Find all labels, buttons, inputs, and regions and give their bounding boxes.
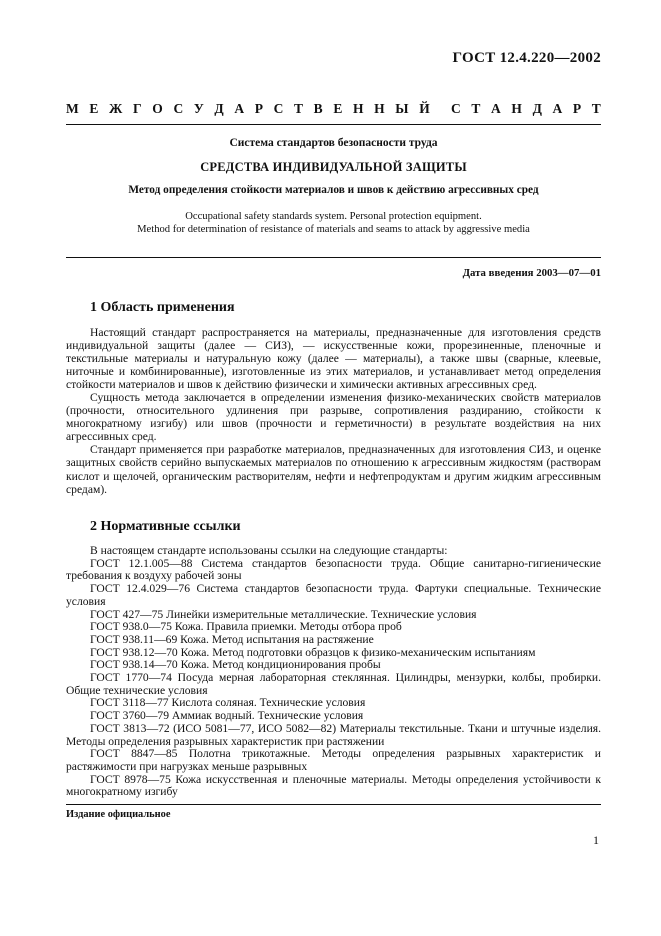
method-title: Метод определения стойкости материалов и швов к действию агрессивных сред: [128, 184, 539, 196]
section-1-title: 1 Область применения: [90, 300, 235, 315]
heading-letter: Й: [419, 101, 430, 116]
english-title-line-2: Method for determination of resistance of materials and seams to attack by aggressive media: [137, 224, 530, 235]
heading-letter: Ы: [395, 101, 409, 116]
paragraph: Настоящий стандарт распространяется на материалы, предназначенные для изготовления средств индивидуальной защиты (далее — СИЗ), — искусственные кожи, прорезиненные, пленочные и текстильные материалы и натуральную кожу (далее — материалы), а также швы (сварные, клеевые, ниточные и комбинированные), изготовленные из этих материалов, и устанавливает метод определения стойкости материалов и швов к действию физически и химически активных агрессивных сред.: [66, 326, 601, 392]
heading-letter: О: [152, 101, 163, 116]
heading-letter: Ж: [109, 101, 123, 116]
heading-letter: А: [491, 101, 501, 116]
heading-letter: С: [450, 101, 461, 116]
heading-letter: Н: [374, 101, 385, 116]
heading-letter: Е: [89, 101, 99, 116]
system-title: Система стандартов безопасности труда: [229, 137, 438, 149]
heading-letter: Е: [333, 101, 343, 116]
reference-item: ГОСТ 12.4.029—76 Система стандартов безопасности труда. Фартуки специальные. Технические условия: [66, 582, 601, 608]
heading-letter: А: [234, 101, 245, 116]
reference-item: ГОСТ 938.11—69 Кожа. Метод испытания на растяжение: [90, 632, 374, 646]
heading-letter: У: [193, 101, 204, 116]
reference-item: ГОСТ 938.12—70 Кожа. Метод подготовки образцов к физико-механическим испытаниям: [90, 645, 536, 659]
paragraph: Стандарт применяется при разработке материалов, предназначенных для изготовления СИЗ, и оценке защитных свойств серийно выпускаемых материалов по отношению к агрессивным жидкостям (растворам кислот и щелочей, органическим растворителям, нефти и нефтепродуктам и другим жидким агрессивным средам).: [66, 443, 601, 496]
main-title: СРЕДСТВА ИНДИВИДУАЛЬНОЙ ЗАЩИТЫ: [200, 160, 467, 174]
footer-rule: [66, 804, 601, 805]
reference-item: ГОСТ 3760—79 Аммиак водный. Технические условия: [90, 709, 364, 723]
title-rule: [66, 257, 601, 258]
reference-item: ГОСТ 1770—74 Посуда мерная лабораторная стеклянная. Цилиндры, мензурки, колбы, пробирки. Общие технические условия: [66, 671, 601, 697]
gost-number: ГОСТ 12.4.220—2002: [452, 50, 601, 66]
heading-letter: С: [173, 101, 184, 116]
interstate-standard-heading: [66, 101, 601, 117]
heading-letter: М: [66, 101, 79, 116]
heading-letter: В: [313, 101, 323, 116]
heading-letter: Д: [532, 101, 542, 116]
english-title: [66, 210, 601, 236]
reference-item: ГОСТ 3118—77 Кислота соляная. Технические условия: [90, 696, 366, 710]
heading-letter: Н: [352, 101, 364, 116]
top-rule: [66, 124, 601, 125]
section-2-title: 2 Нормативные ссылки: [90, 519, 241, 534]
reference-item: ГОСТ 938.0—75 Кожа. Правила приемки. Методы отбора проб: [90, 620, 402, 634]
heading-letter: С: [273, 101, 284, 116]
reference-item: ГОСТ 938.14—70 Кожа. Метод кондиционирования пробы: [90, 658, 381, 672]
reference-item: ГОСТ 8978—75 Кожа искусственная и пленочные материалы. Методы определения устойчивости к многократному изгибу: [66, 772, 601, 799]
heading-letter: А: [552, 101, 563, 116]
heading-letter: Р: [572, 101, 582, 116]
page-number: 1: [593, 833, 599, 847]
section-2-body: [66, 545, 601, 799]
paragraph: Сущность метода заключается в определении изменения физико-механических свойств материалов (прочности, относительного удлинения при разрыве, сопротивления раздиранию, стойкости к многократному изгибу) или швов (прочности и герметичности) в результате воздействия на них агрессивных сред.: [66, 391, 601, 444]
introduction-date: Дата введения 2003—07—01: [462, 267, 601, 279]
heading-letter: Н: [511, 101, 522, 116]
heading-letter: Т: [294, 101, 304, 116]
heading-letter: Т: [471, 101, 481, 116]
heading-letter: Т: [591, 101, 601, 116]
reference-item: ГОСТ 3813—72 (ИСО 5081—77, ИСО 5082—82) Материалы текстильные. Ткани и штучные изделия. Методы определения разрывных характеристик при растяжении: [66, 721, 601, 748]
heading-letter: Д: [214, 101, 224, 116]
heading-letter: Р: [254, 101, 263, 116]
edition-label: Издание официальное: [66, 809, 171, 820]
references-intro: В настоящем стандарте использованы ссылки на следующие стандарты:: [90, 544, 448, 557]
english-title-line-1: Occupational safety standards system. Personal protection equipment.: [185, 211, 482, 222]
reference-item: ГОСТ 8847—85 Полотна трикотажные. Методы определения разрывных характеристик и растяжимости при нагрузках меньше разрывных: [66, 747, 601, 773]
reference-item: ГОСТ 427—75 Линейки измерительные металлические. Технические условия: [90, 607, 477, 621]
reference-item: ГОСТ 12.1.005—88 Система стандартов безопасности труда. Общие санитарно-гигиенические требования к воздуху рабочей зоны: [66, 556, 601, 583]
heading-letter: Г: [133, 101, 142, 116]
section-1-body: [66, 326, 601, 496]
